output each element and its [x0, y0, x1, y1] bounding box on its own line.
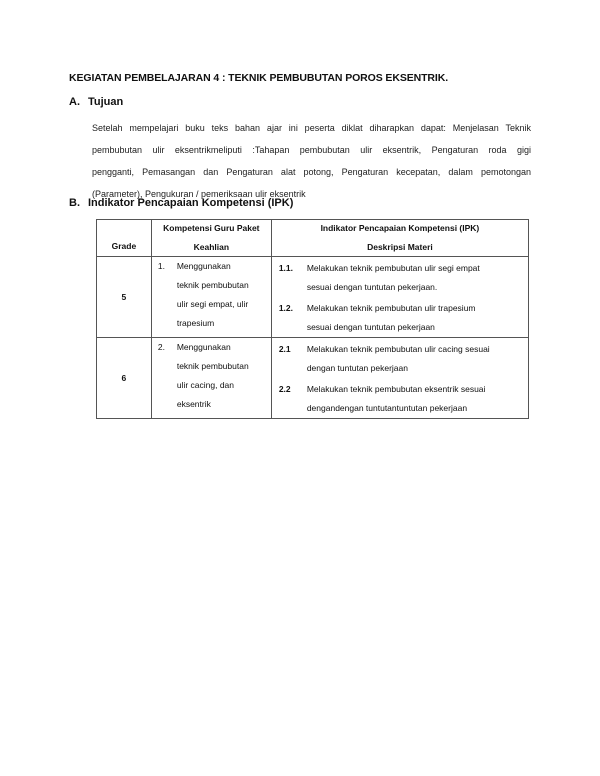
kompetensi-header: [151, 220, 271, 257]
indicator-number: 2.1: [278, 344, 291, 354]
page-title: KEGIATAN PEMBELAJARAN 4 : TEKNIK PEMBUBUTAN POROS EKSENTRIK.: [69, 72, 449, 84]
indikator-cell: [271, 257, 528, 338]
indicator-number: 2.2: [278, 384, 291, 394]
kompetensi-line: ulir cacing, dan: [176, 380, 235, 390]
indicator-line: Melakukan teknik pembubutan ulir cacing sesuai: [306, 344, 490, 354]
section-a-title: Tujuan: [88, 96, 124, 108]
indicator-line: dengan tuntutan pekerjaan: [306, 363, 408, 373]
kompetensi-cell: [151, 257, 271, 338]
table-header-row: [97, 220, 529, 257]
section-b-title: Indikator Pencapaian Kompetensi (IPK): [88, 197, 294, 209]
ipk-table: [96, 219, 529, 419]
section-a-number: A.: [69, 96, 80, 108]
kompetensi-header-bottom: Keahlian: [193, 242, 230, 252]
kompetensi-line: teknik pembubutan: [176, 280, 249, 290]
indicator-item: [272, 299, 528, 337]
kompetensi-line: ulir segi empat, ulir: [176, 299, 249, 309]
indikator-header-bottom: Deskripsi Materi: [367, 242, 433, 252]
indicator-number: 1.2.: [278, 303, 294, 313]
tujuan-line: pembubutan ulir eksentrikmeliputi :Tahapan pembubutan ulir eksentrik, Pengaturan roda gigi: [92, 145, 531, 155]
table-row: [97, 257, 529, 338]
kompetensi-line: Menggunakan: [176, 261, 231, 271]
kompetensi-line: trapesium: [176, 318, 215, 328]
kompetensi-number: 2.: [157, 342, 165, 352]
kompetensi-line: eksentrik: [176, 399, 211, 409]
indicator-number: 1.1.: [278, 263, 294, 273]
grade-cell: 5: [97, 257, 152, 338]
indikator-cell: [271, 338, 528, 419]
indicator-item: [272, 259, 528, 297]
grade-cell: 6: [97, 338, 152, 419]
kompetensi-header-top: Kompetensi Guru Paket: [163, 223, 260, 233]
indicator-item: [272, 380, 528, 418]
indikator-header-top: Indikator Pencapaian Kompetensi (IPK): [320, 223, 480, 233]
indicator-line: sesuai dengan tuntutan pekerjaan.: [306, 282, 438, 292]
section-b-number: B.: [69, 197, 80, 209]
kompetensi-line: Menggunakan: [176, 342, 231, 352]
indicator-item: [272, 340, 528, 378]
section-a-heading: [69, 96, 123, 108]
grade-header: Grade: [97, 220, 152, 257]
indicator-line: dengandengan tuntutantuntutan pekerjaan: [306, 403, 468, 413]
section-b-heading: [69, 197, 293, 209]
kompetensi-line: teknik pembubutan: [176, 361, 249, 371]
table-row: [97, 338, 529, 419]
indicator-line: Melakukan teknik pembubutan eksentrik sesuai: [306, 384, 486, 394]
kompetensi-cell: [151, 338, 271, 419]
indicator-line: Melakukan teknik pembubutan ulir trapesium: [306, 303, 476, 313]
tujuan-paragraph: [92, 117, 531, 205]
tujuan-line: (Parameter), Pengukuran / pemeriksaan ulir eksentrik: [92, 189, 306, 199]
indikator-header: [271, 220, 528, 257]
indicator-line: sesuai dengan tuntutan pekerjaan: [306, 322, 435, 332]
tujuan-line: pengganti, Pemasangan dan Pengaturan alat potong, Pengaturan kecepatan, dalam pemotongan: [92, 167, 531, 177]
indicator-line: Melakukan teknik pembubutan ulir segi empat: [306, 263, 480, 273]
tujuan-line: Setelah mempelajari buku teks bahan ajar ini peserta diklat diharapkan dapat: Menjelasan Teknik: [92, 123, 531, 133]
kompetensi-number: 1.: [157, 261, 165, 271]
